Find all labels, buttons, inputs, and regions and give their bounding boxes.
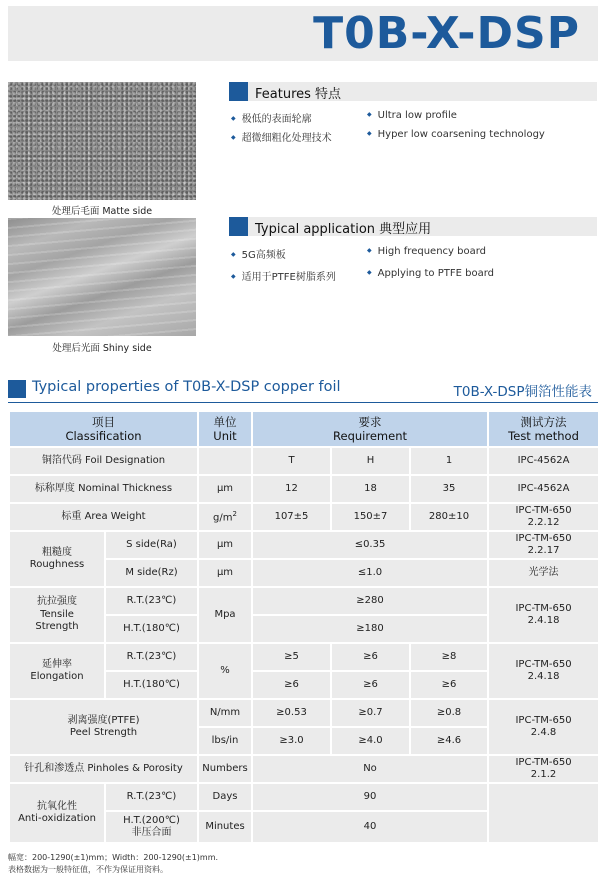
row-label: 针孔和渗透点 Pinholes & Porosity: [10, 756, 197, 782]
unit-cell: Numbers: [199, 756, 251, 782]
value-cell: 18: [332, 476, 409, 502]
value-cell: ≥6: [253, 672, 330, 698]
properties-table: [8, 410, 600, 844]
value-cell: 90: [253, 784, 487, 810]
header-classification: 项目 Classification: [10, 412, 197, 446]
table-row: [10, 532, 598, 558]
value-cell: 35: [411, 476, 487, 502]
table-row: [10, 644, 598, 670]
unit-cell: N/mm: [199, 700, 251, 726]
sub-label: H.T.(200℃) 非压合面: [106, 812, 197, 842]
sub-label: R.T.(23℃): [106, 644, 197, 670]
footnote-width: 幅宽：200-1290(±1)mm；Width：200-1290(±1)mm.: [8, 853, 219, 862]
value-cell: ≥0.7: [332, 700, 409, 726]
unit-cell: μm: [199, 560, 251, 586]
table-row: [10, 504, 598, 530]
feature-item-cn: ◆ 超微细粗化处理技术: [231, 129, 332, 144]
value-cell: 280±10: [411, 504, 487, 530]
test-method-cell: IPC-TM-650 2.2.17: [489, 532, 598, 558]
row-label: 标称厚度 Nominal Thickness: [10, 476, 197, 502]
test-method-cell: [489, 784, 598, 842]
table-row: [10, 700, 598, 726]
header-unit: 单位 Unit: [199, 412, 251, 446]
test-method-cell: 光学法: [489, 560, 598, 586]
sub-label: H.T.(180℃): [106, 616, 197, 642]
header-test-method: 测试方法 Test method: [489, 412, 598, 446]
sub-label: R.T.(23℃): [106, 784, 197, 810]
unit-cell: μm: [199, 476, 251, 502]
value-cell: ≤0.35: [253, 532, 487, 558]
shiny-side-caption: 处理后光面 Shiny side: [52, 343, 152, 354]
value-cell: 12: [253, 476, 330, 502]
product-title: T0B-X-DSP: [313, 8, 580, 59]
value-cell: ≥3.0: [253, 728, 330, 754]
value-cell: ≤1.0: [253, 560, 487, 586]
table-title: Typical properties of T0B-X-DSP copper foil: [32, 379, 341, 395]
sub-label: R.T.(23℃): [106, 588, 197, 614]
matte-side-photo: [8, 82, 196, 200]
value-cell: No: [253, 756, 487, 782]
table-title-cn: T0B-X-DSP铜箔性能表: [453, 384, 592, 400]
section-marker-icon: [229, 217, 248, 236]
table-title-divider: [8, 402, 598, 403]
sub-label: S side(Ra): [106, 532, 197, 558]
table-header-row: [10, 412, 598, 446]
unit-cell: $g/m^2$: [199, 504, 251, 530]
table-row: [10, 756, 598, 782]
row-label: 标重 Area Weight: [10, 504, 197, 530]
tensile-label: 抗拉强度 Tensile Strength: [10, 588, 104, 642]
peel-label: 剥离强度(PTFE) Peel Strength: [10, 700, 197, 754]
application-item-cn: ◆ 5G高频板: [231, 246, 286, 261]
elongation-label: 延伸率 Elongation: [10, 644, 104, 698]
unit-cell: μm: [199, 532, 251, 558]
footnote-disclaimer: 表格数据为一般特征值，不作为保证用资料。: [8, 865, 168, 874]
table-row: [10, 588, 598, 614]
application-heading-bar: [229, 217, 597, 236]
value-cell: ≥6: [332, 644, 409, 670]
value-cell: 107±5: [253, 504, 330, 530]
test-method-cell: IPC-TM-650 2.4.8: [489, 700, 598, 754]
sub-label: M side(Rz): [106, 560, 197, 586]
value-cell: ≥6: [411, 672, 487, 698]
value-cell: ≥6: [332, 672, 409, 698]
value-cell: ≥180: [253, 616, 487, 642]
value-cell: ≥8: [411, 644, 487, 670]
value-cell: 150±7: [332, 504, 409, 530]
features-heading-bar: [229, 82, 597, 101]
value-cell: ≥0.8: [411, 700, 487, 726]
table-section-marker-icon: [8, 380, 26, 398]
unit-cell: Minutes: [199, 812, 251, 842]
value-cell: H: [332, 448, 409, 474]
test-method-cell: IPC-4562A: [489, 448, 598, 474]
test-method-cell: IPC-TM-650 2.2.12: [489, 504, 598, 530]
table-row: [10, 784, 598, 810]
test-method-cell: IPC-TM-650 2.1.2: [489, 756, 598, 782]
table-row: [10, 448, 598, 474]
application-item-cn: ◆ 适用于PTFE树脂系列: [231, 268, 336, 283]
unit-cell: [199, 448, 251, 474]
value-cell: 40: [253, 812, 487, 842]
sub-label: H.T.(180℃): [106, 672, 197, 698]
value-cell: ≥280: [253, 588, 487, 614]
unit-cell: %: [199, 644, 251, 698]
test-method-cell: IPC-4562A: [489, 476, 598, 502]
header-requirement: 要求 Requirement: [253, 412, 487, 446]
table-row: [10, 476, 598, 502]
application-item-en: ◆ Applying to PTFE board: [367, 268, 494, 279]
test-method-cell: IPC-TM-650 2.4.18: [489, 588, 598, 642]
test-method-cell: IPC-TM-650 2.4.18: [489, 644, 598, 698]
value-cell: T: [253, 448, 330, 474]
value-cell: ≥5: [253, 644, 330, 670]
features-heading: Features 特点: [255, 87, 342, 102]
unit-cell: Days: [199, 784, 251, 810]
feature-item-cn: ◆ 极低的表面轮廓: [231, 110, 312, 125]
value-cell: ≥4.0: [332, 728, 409, 754]
row-label: 铜箔代码 Foil Designation: [10, 448, 197, 474]
matte-side-caption: 处理后毛面 Matte side: [51, 206, 153, 217]
value-cell: 1: [411, 448, 487, 474]
value-cell: ≥0.53: [253, 700, 330, 726]
value-cell: ≥4.6: [411, 728, 487, 754]
shiny-side-photo: [8, 218, 196, 336]
unit-cell: lbs/in: [199, 728, 251, 754]
application-item-en: ◆ High frequency board: [367, 246, 486, 257]
unit-cell: Mpa: [199, 588, 251, 642]
feature-item-en: ◆ Ultra low profile: [367, 110, 457, 121]
application-heading: Typical application 典型应用: [255, 222, 432, 237]
section-marker-icon: [229, 82, 248, 101]
feature-item-en: ◆ Hyper low coarsening technology: [367, 129, 545, 140]
roughness-label: 粗糙度 Roughness: [10, 532, 104, 586]
title-bar: [8, 6, 598, 61]
oxidization-label: 抗氧化性 Anti-oxidization: [10, 784, 104, 842]
